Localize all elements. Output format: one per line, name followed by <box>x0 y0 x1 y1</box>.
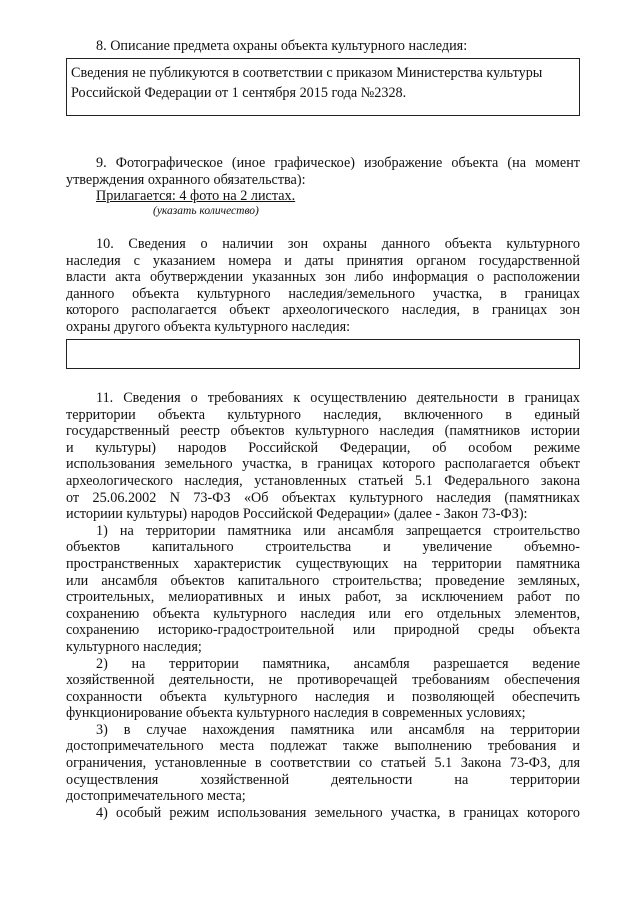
item-3-line: достопримечательного места подлежат также выполнению требования и <box>66 738 580 755</box>
section-8-box-line: Сведения не публикуются в соответствии с приказом Министерства культуры <box>71 65 543 81</box>
section-8-box-text <box>67 59 579 103</box>
section-8-box-line: Российской Федерации от 1 сентября 2015 года №2328. <box>71 85 407 101</box>
item-1-line: объектов капитального строительства и увеличение объемно- <box>66 539 580 556</box>
item-1-line: пространственных характеристик существующих на территории памятника <box>66 555 580 572</box>
section-10-line: охраны другого объекта культурного наследия: <box>66 318 351 335</box>
item-2-line: хозяйственной деятельности, не противоречащей требованиям обеспечения <box>66 672 580 689</box>
item-3-line: ограничения, установленные в соответствии со статьей 5.1 Закона 73-ФЗ, для <box>66 755 580 772</box>
section-11-line: использования земельного участка, в границах которого располагается объект <box>66 456 580 473</box>
section-11-line: 11. Сведения о требованиях к осуществлению деятельности в границах <box>96 390 580 406</box>
item-2-line: функционирование объекта культурного наследия в современных условиях; <box>66 705 526 722</box>
section-10-line: 10. Сведения о наличии зон охраны данного объекта культурного <box>96 236 580 252</box>
item-3-line: осуществления хозяйственной деятельности на территории <box>66 771 580 788</box>
item-3-line: достопримечательного места; <box>66 788 246 805</box>
section-8-box <box>66 58 580 116</box>
item-4-line: 4) особый режим использования земельного участка, в границах которого <box>96 804 580 821</box>
section-10-line: данного объекта культурного наследия/земельного участка, в границах <box>66 285 580 302</box>
item-1-line: или ансамбля объектов капитального строительства; проведение земляных, <box>66 572 580 589</box>
section-10-line: власти акта обутверждении указанных зон либо информация о расположении <box>66 269 580 286</box>
section-9-attached: Прилагается: 4 фото на 2 листах. <box>96 188 296 205</box>
section-11-line: государственный реестр объектов культурного наследия (памятников истории <box>66 423 580 440</box>
section-10-text <box>66 236 580 336</box>
section-9-text <box>66 155 580 205</box>
section-11-line: территории объекта культурного наследия, включенного в единый <box>66 406 580 423</box>
item-2-line: 2) на территории памятника, ансамбля разрешается ведение <box>96 655 580 672</box>
item-1-line: культурного наследия; <box>66 638 202 655</box>
section-10-line: которого располагается объект археологического наследия, в границах зон <box>66 302 580 319</box>
item-1-line: сохранению историко-градостроительной или природной среды объекта <box>66 622 580 639</box>
section-9-line: 9. Фотографическое (иное графическое) изображение объекта (на момент <box>96 155 580 171</box>
item-2-line: сохранности объекта культурного наследия и позволяющей обеспечить <box>66 688 580 705</box>
section-11-line: и культуры) народов Российской Федерации, об особом режиме <box>66 439 580 456</box>
section-10-box <box>66 339 580 369</box>
section-11-line: археологического наследия, установленных статьей 5.1 Федерального закона <box>66 472 580 489</box>
section-8-heading: 8. Описание предмета охраны объекта культурного наследия: <box>96 38 468 54</box>
section-11-line: от 25.06.2002 N 73-ФЗ «Об объектах культурного наследия (памятниках <box>66 489 580 506</box>
section-9-line: утверждения охранного обязательства): <box>66 171 306 188</box>
item-1-line: строительных, мелиоративных и иных работ, за исключением работ по <box>66 589 580 606</box>
item-3-line: 3) в случае нахождения памятника или ансамбля на территории <box>96 721 580 738</box>
item-1-line: 1) на территории памятника или ансамбля запрещается строительство <box>96 522 580 539</box>
section-10-line: наследия с указанием номера и даты принятия органом государственной <box>66 252 580 269</box>
section-11-text <box>66 390 580 821</box>
section-9-hint: (указать количество) <box>153 205 259 217</box>
section-11-line: историии культуры) народов Российской Федерации» (далее - Закон 73-ФЗ): <box>66 506 528 523</box>
item-1-line: сохранению объекта культурного наследия или его отдельных элементов, <box>66 605 580 622</box>
